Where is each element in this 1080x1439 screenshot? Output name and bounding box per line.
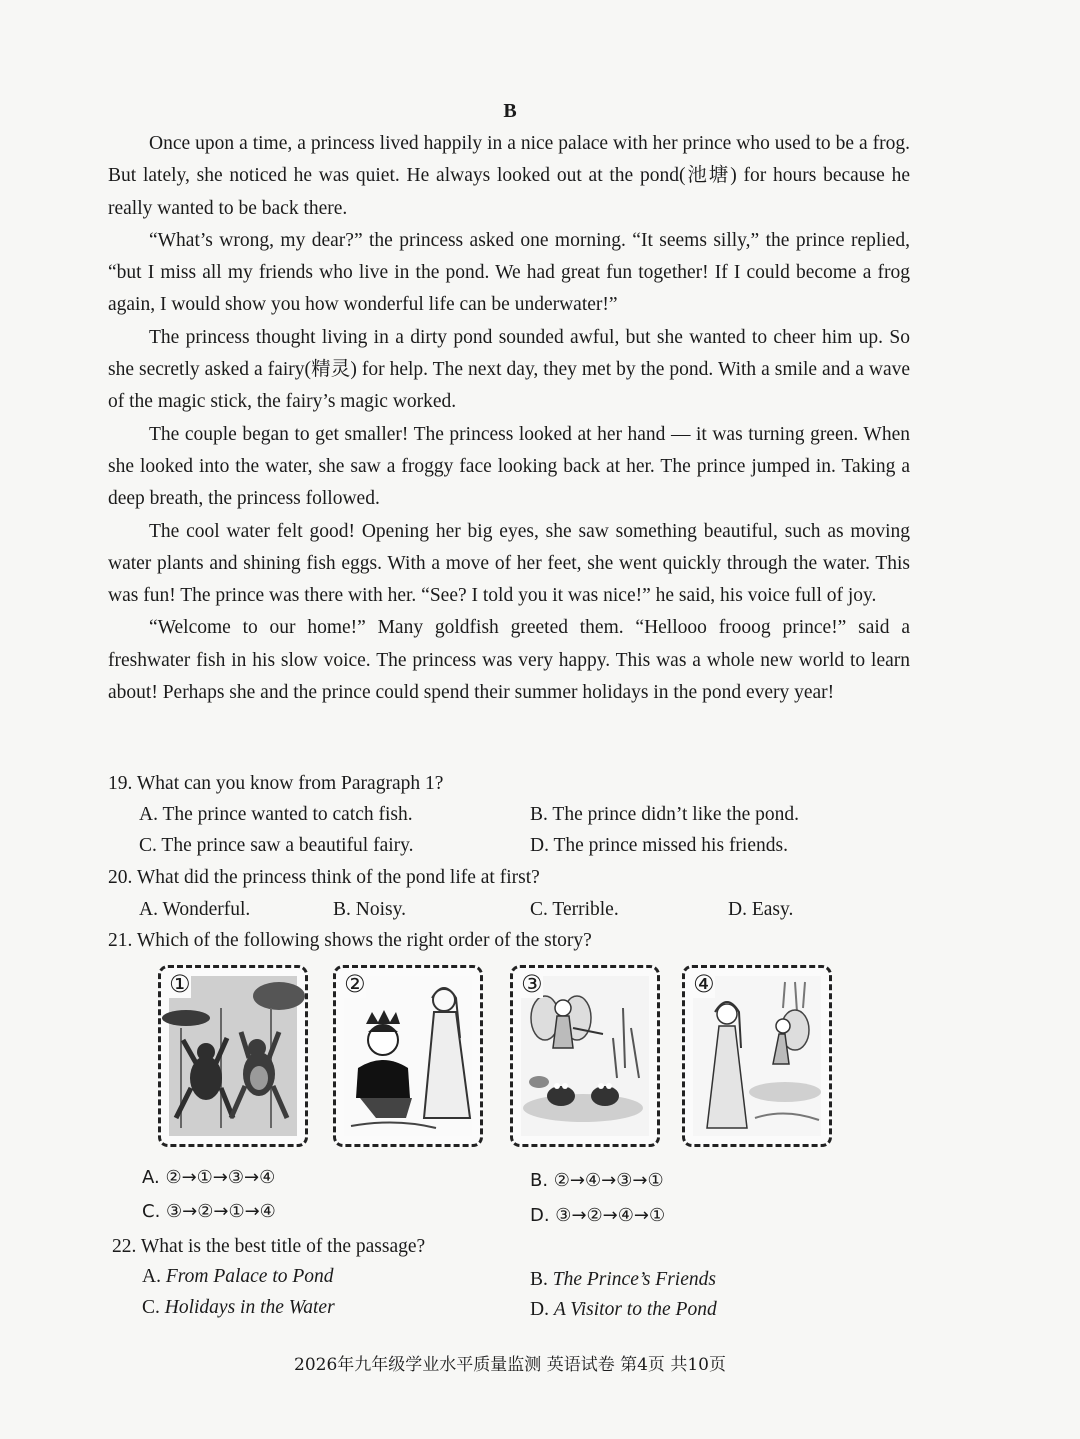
question-22-option-c: [142, 1297, 335, 1319]
question-19-option-b: B. The prince didn’t like the pond.: [530, 804, 799, 825]
question-22-option-b: [530, 1269, 716, 1291]
story-picture-2: [333, 965, 483, 1147]
question-22-option-d: [530, 1299, 717, 1321]
option-b-prefix: B.: [530, 1269, 553, 1290]
question-21-option-a: A. ②→①→③→④: [142, 1167, 276, 1188]
option-a-prefix: A.: [142, 1266, 166, 1287]
question-19-option-d: D. The prince missed his friends.: [530, 835, 788, 856]
reading-passage: [108, 128, 910, 709]
picture-number-4: ④: [693, 970, 715, 998]
paragraph-4: The couple began to get smaller! The princess looked at her hand — it was turning green. When she looked into the water, she saw a froggy face looking back at her. The prince jumped in. Taking a deep breath, the princess followed.: [108, 423, 910, 510]
picture-number-3: ③: [521, 970, 543, 998]
question-19-option-a: A. The prince wanted to catch fish.: [139, 804, 413, 825]
paragraph-6: “Welcome to our home!” Many goldfish greeted them. “Hellooo frooog prince!” said a freshwater fish in his slow voice. The princess was very happy. This was a whole new world to learn about! Perhaps she and the prince could spend their summer holidays in the pond every year!: [108, 617, 910, 704]
question-20-option-c: C. Terrible.: [530, 899, 619, 920]
question-20-option-b: B. Noisy.: [333, 899, 406, 920]
story-picture-1: [158, 965, 308, 1147]
option-b-text: The Prince’s Friends: [552, 1269, 716, 1290]
question-19-option-c: C. The prince saw a beautiful fairy.: [139, 835, 414, 856]
section-heading: B: [503, 100, 517, 122]
page-footer: 2026年九年级学业水平质量监测 英语试卷 第4页 共10页: [294, 1355, 726, 1375]
question-19-stem: 19. What can you know from Paragraph 1?: [108, 773, 444, 794]
question-21-stem: 21. Which of the following shows the right order of the story?: [108, 930, 592, 951]
option-d-text: A Visitor to the Pond: [553, 1299, 717, 1320]
paragraph-1: Once upon a time, a princess lived happily in a nice palace with her prince who used to be a frog. But lately, she noticed he was quiet. He always looked out at the pond(池塘) for hours because he really wanted to be back there.: [108, 133, 910, 219]
option-c-prefix: C.: [142, 1297, 165, 1318]
picture-number-2: ②: [344, 970, 366, 998]
question-21-option-c: C. ③→②→①→④: [142, 1201, 276, 1222]
story-picture-3: [510, 965, 660, 1147]
question-20-option-d: D. Easy.: [728, 899, 794, 920]
option-a-text: From Palace to Pond: [165, 1266, 334, 1287]
question-22-option-a: [142, 1266, 334, 1288]
question-21-option-d: D. ③→②→④→①: [530, 1205, 666, 1226]
question-22-stem: 22. What is the best title of the passage?: [112, 1236, 426, 1257]
option-d-prefix: D.: [530, 1299, 554, 1320]
picture-number-1: ①: [169, 970, 191, 998]
question-20-option-a: A. Wonderful.: [139, 899, 251, 920]
question-20-stem: 20. What did the princess think of the pond life at first?: [108, 867, 540, 888]
paragraph-5: The cool water felt good! Opening her big eyes, she saw something beautiful, such as moving water plants and shining fish eggs. With a move of her feet, she went quickly through the water. This was fun! The prince was there with her. “See? I told you it was nice!” he said, his voice full of joy.: [108, 520, 910, 607]
paragraph-2: “What’s wrong, my dear?” the princess asked one morning. “It seems silly,” the prince replied, “but I miss all my friends who live in the pond. We had great fun together! If I could become a frog again, I would show you how wonderful life can be underwater!”: [108, 229, 910, 316]
story-picture-4: [682, 965, 832, 1147]
option-c-text: Holidays in the Water: [164, 1297, 335, 1318]
question-21-option-b: B. ②→④→③→①: [530, 1170, 664, 1191]
paragraph-3: The princess thought living in a dirty pond sounded awful, but she wanted to cheer him up. So she secretly asked a fairy(精灵) for help. The next day, they met by the pond. With a smile and a wave of the magic stick, the fairy’s magic worked.: [108, 326, 910, 413]
